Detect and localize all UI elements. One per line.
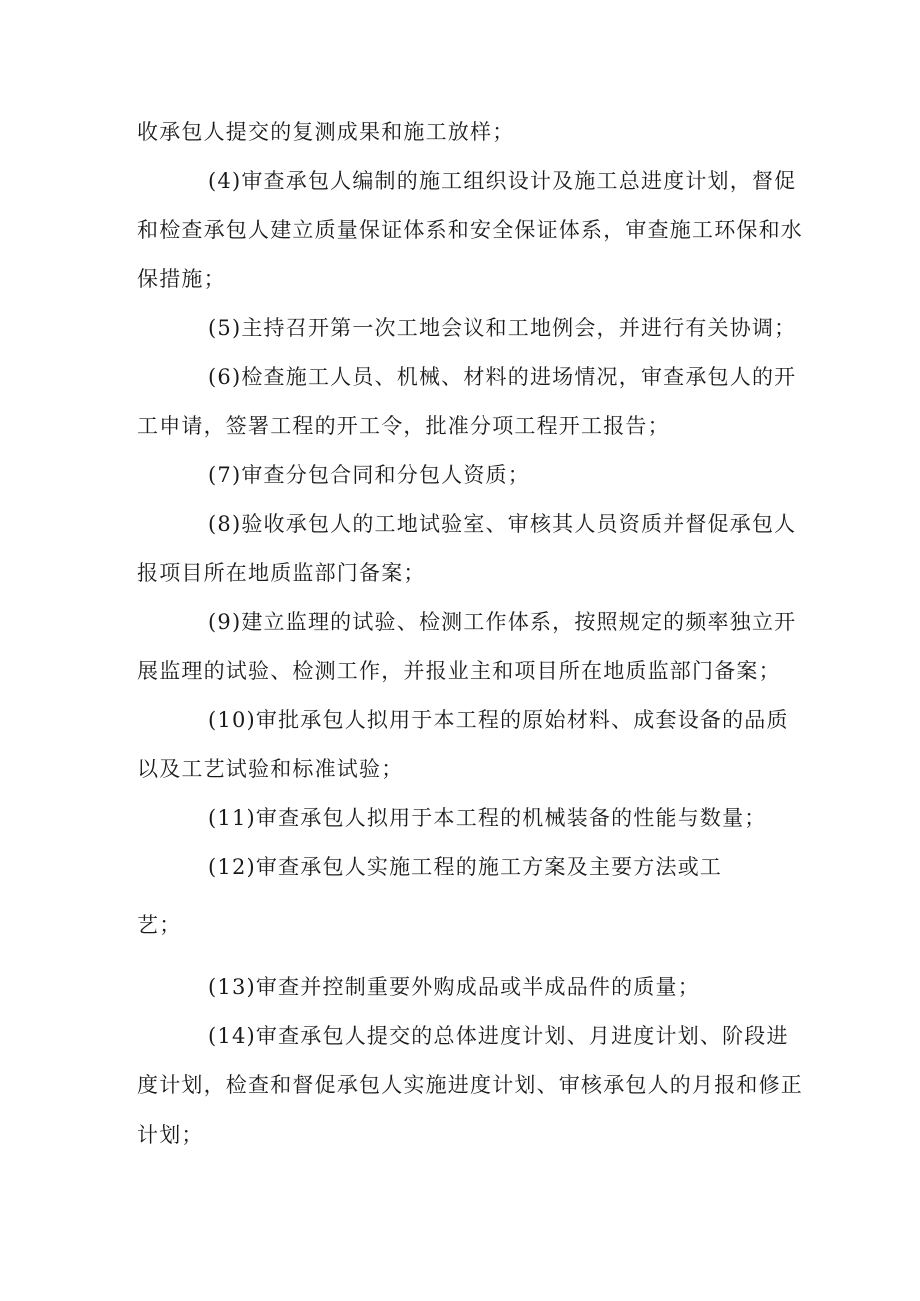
text-line: (9)建立监理的试验、检测工作体系，按照规定的频率独立开 xyxy=(208,610,797,634)
text-line: (11)审查承包人拟用于本工程的机械装备的性能与数量； xyxy=(208,806,767,830)
text-line: (10)审批承包人拟用于本工程的原始材料、成套设备的品质 xyxy=(208,708,789,732)
text-line: 计划； xyxy=(137,1123,204,1147)
text-line: 报项目所在地质监部门备案； xyxy=(137,561,426,585)
text-line: 艺； xyxy=(137,913,182,937)
text-line: (4)审查承包人编制的施工组织设计及施工总进度计划，督促 xyxy=(208,169,797,193)
text-line: (14)审查承包人提交的总体进度计划、月进度计划、阶段进 xyxy=(208,1024,789,1048)
text-line: 度计划，检查和督促承包人实施进度计划、审核承包人的月报和修正 xyxy=(137,1073,803,1097)
text-line: (7)审查分包合同和分包人资质； xyxy=(208,463,530,487)
text-line: (8)验收承包人的工地试验室、审核其人员资质并督促承包人 xyxy=(208,512,797,536)
text-line: 展监理的试验、检测工作，并报业主和项目所在地质监部门备案； xyxy=(137,659,781,683)
text-line: 保措施； xyxy=(137,267,226,291)
text-line: 以及工艺试验和标准试验； xyxy=(137,757,404,781)
text-line: (5)主持召开第一次工地会议和工地例会，并进行有关协调； xyxy=(208,316,797,340)
text-line: 工申请，签署工程的开工令，批准分项工程开工报告； xyxy=(137,414,670,438)
text-line: (12)审查承包人实施工程的施工方案及主要方法或工 xyxy=(208,855,723,879)
text-line: (6)检查施工人员、机械、材料的进场情况，审查承包人的开 xyxy=(208,365,797,389)
text-line: (13)审查并控制重要外购成品或半成品件的质量； xyxy=(208,975,700,999)
text-line: 收承包人提交的复测成果和施工放样； xyxy=(137,120,515,144)
text-line: 和检查承包人建立质量保证体系和安全保证体系，审查施工环保和水 xyxy=(137,218,803,242)
